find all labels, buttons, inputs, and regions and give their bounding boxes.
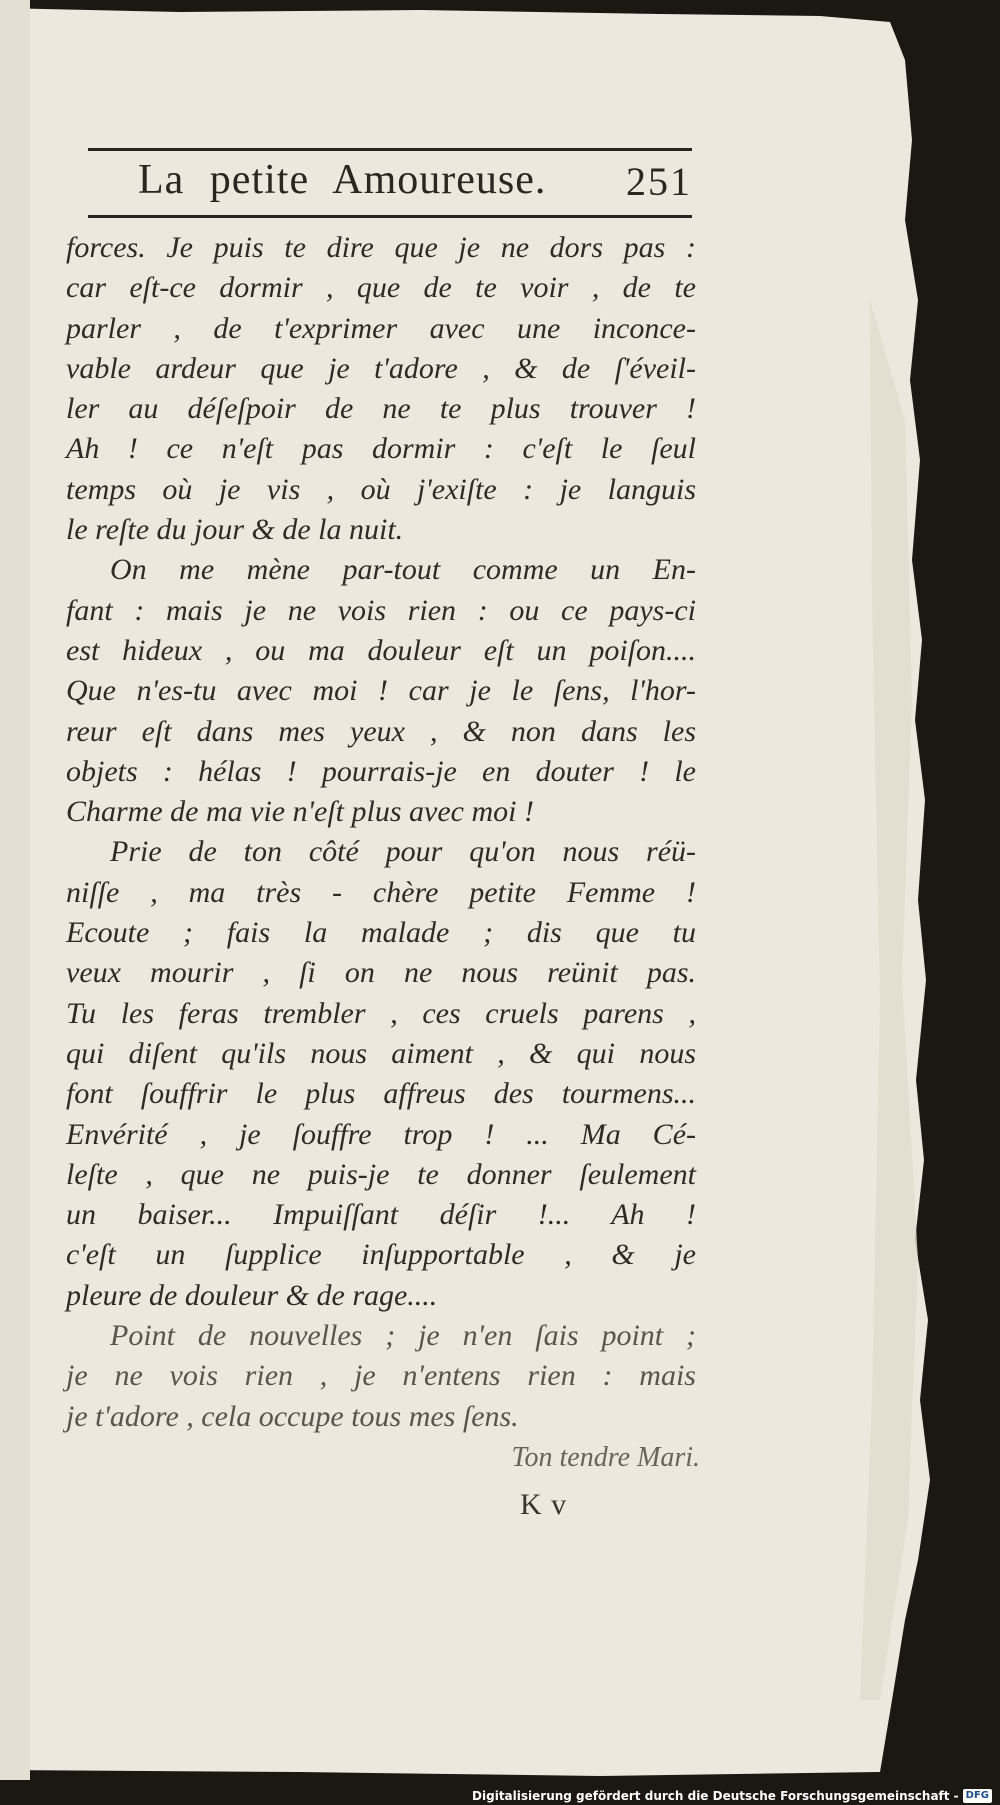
text-line: Envérité , je ſouffre trop ! ... Ma Cé- (66, 1117, 696, 1151)
running-title: La petite Amoureuse. (138, 157, 547, 203)
dfg-logo: DFG (963, 1789, 992, 1803)
digitization-credit (472, 1789, 992, 1803)
text-line: Que n'es-tu avec moi ! car je le ſens, l'hor- (66, 674, 696, 708)
text-line: veux mourir , ſi on ne nous reünit pas. (66, 956, 696, 990)
text-line: temps où je vis , où j'exiſte : je languis (66, 472, 696, 506)
text-line: pleure de douleur & de rage.... (66, 1278, 438, 1312)
text-line: Point de nouvelles ; je n'en ſais point ; (110, 1319, 696, 1353)
credit-text: Digitalisierung gefördert durch die Deutsche Forschungsgemeinschaft - (472, 1789, 959, 1803)
text-line: forces. Je puis te dire que je ne dors pas : (66, 231, 696, 264)
text-line: Ecoute ; fais la malade ; dis que tu (66, 916, 696, 950)
text-line: fant : mais je ne vois rien : ou ce pays-ci (66, 593, 696, 627)
text-line: leſte , que ne puis-je te donner ſeulement (66, 1157, 696, 1191)
text-line: un baiser... Impuiſſant déſir !... Ah ! (66, 1198, 696, 1232)
text-line: niſſe , ma très - chère petite Femme ! (66, 875, 696, 909)
text-line: Charme de ma vie n'eſt plus avec moi ! (66, 795, 534, 829)
signature-mark: K v (520, 1488, 568, 1521)
text-line: c'eſt un ſupplice inſupportable , & je (66, 1238, 696, 1272)
text-line: Tu les feras trembler , ces cruels parens , (66, 996, 696, 1030)
text-line: qui diſent qu'ils nous aiment , & qui nous (66, 1036, 696, 1070)
text-line: Prie de ton côté pour qu'on nous réü- (110, 835, 696, 869)
text-line: ler au déſeſpoir de ne te plus trouver ! (66, 392, 696, 426)
text-line: Ah ! ce n'eſt pas dormir : c'eſt le ſeul (66, 432, 696, 466)
header-rule-top (88, 148, 692, 151)
text-line: vable ardeur que je t'adore , & de ſ'éveil- (66, 351, 696, 385)
text-line: je ne vois rien , je n'entens rien : mais (66, 1359, 696, 1393)
signature: Ton tendre Mari. (511, 1442, 700, 1473)
text-line: reur eſt dans mes yeux , & non dans les (66, 714, 696, 748)
text-line: parler , de t'exprimer avec une inconce- (66, 311, 696, 345)
text-line: je t'adore , cela occupe tous mes ſens. (66, 1399, 519, 1433)
text-line: objets : hélas ! pourrais-je en douter ! le (66, 754, 696, 788)
page-header (88, 148, 692, 224)
text-line: est hideux , ou ma douleur eſt un poiſon.... (66, 633, 696, 667)
page-number: 251 (626, 159, 692, 204)
text-line: On me mène par-tout comme un En- (110, 553, 696, 587)
text-line: font ſouffrir le plus affreus des tourmens... (66, 1077, 696, 1111)
letter-body (66, 228, 696, 1437)
text-line: le reſte du jour & de la nuit. (66, 513, 404, 547)
text-line: car eſt-ce dormir , que de te voir , de te (66, 271, 696, 305)
header-rule-bottom (88, 215, 692, 218)
